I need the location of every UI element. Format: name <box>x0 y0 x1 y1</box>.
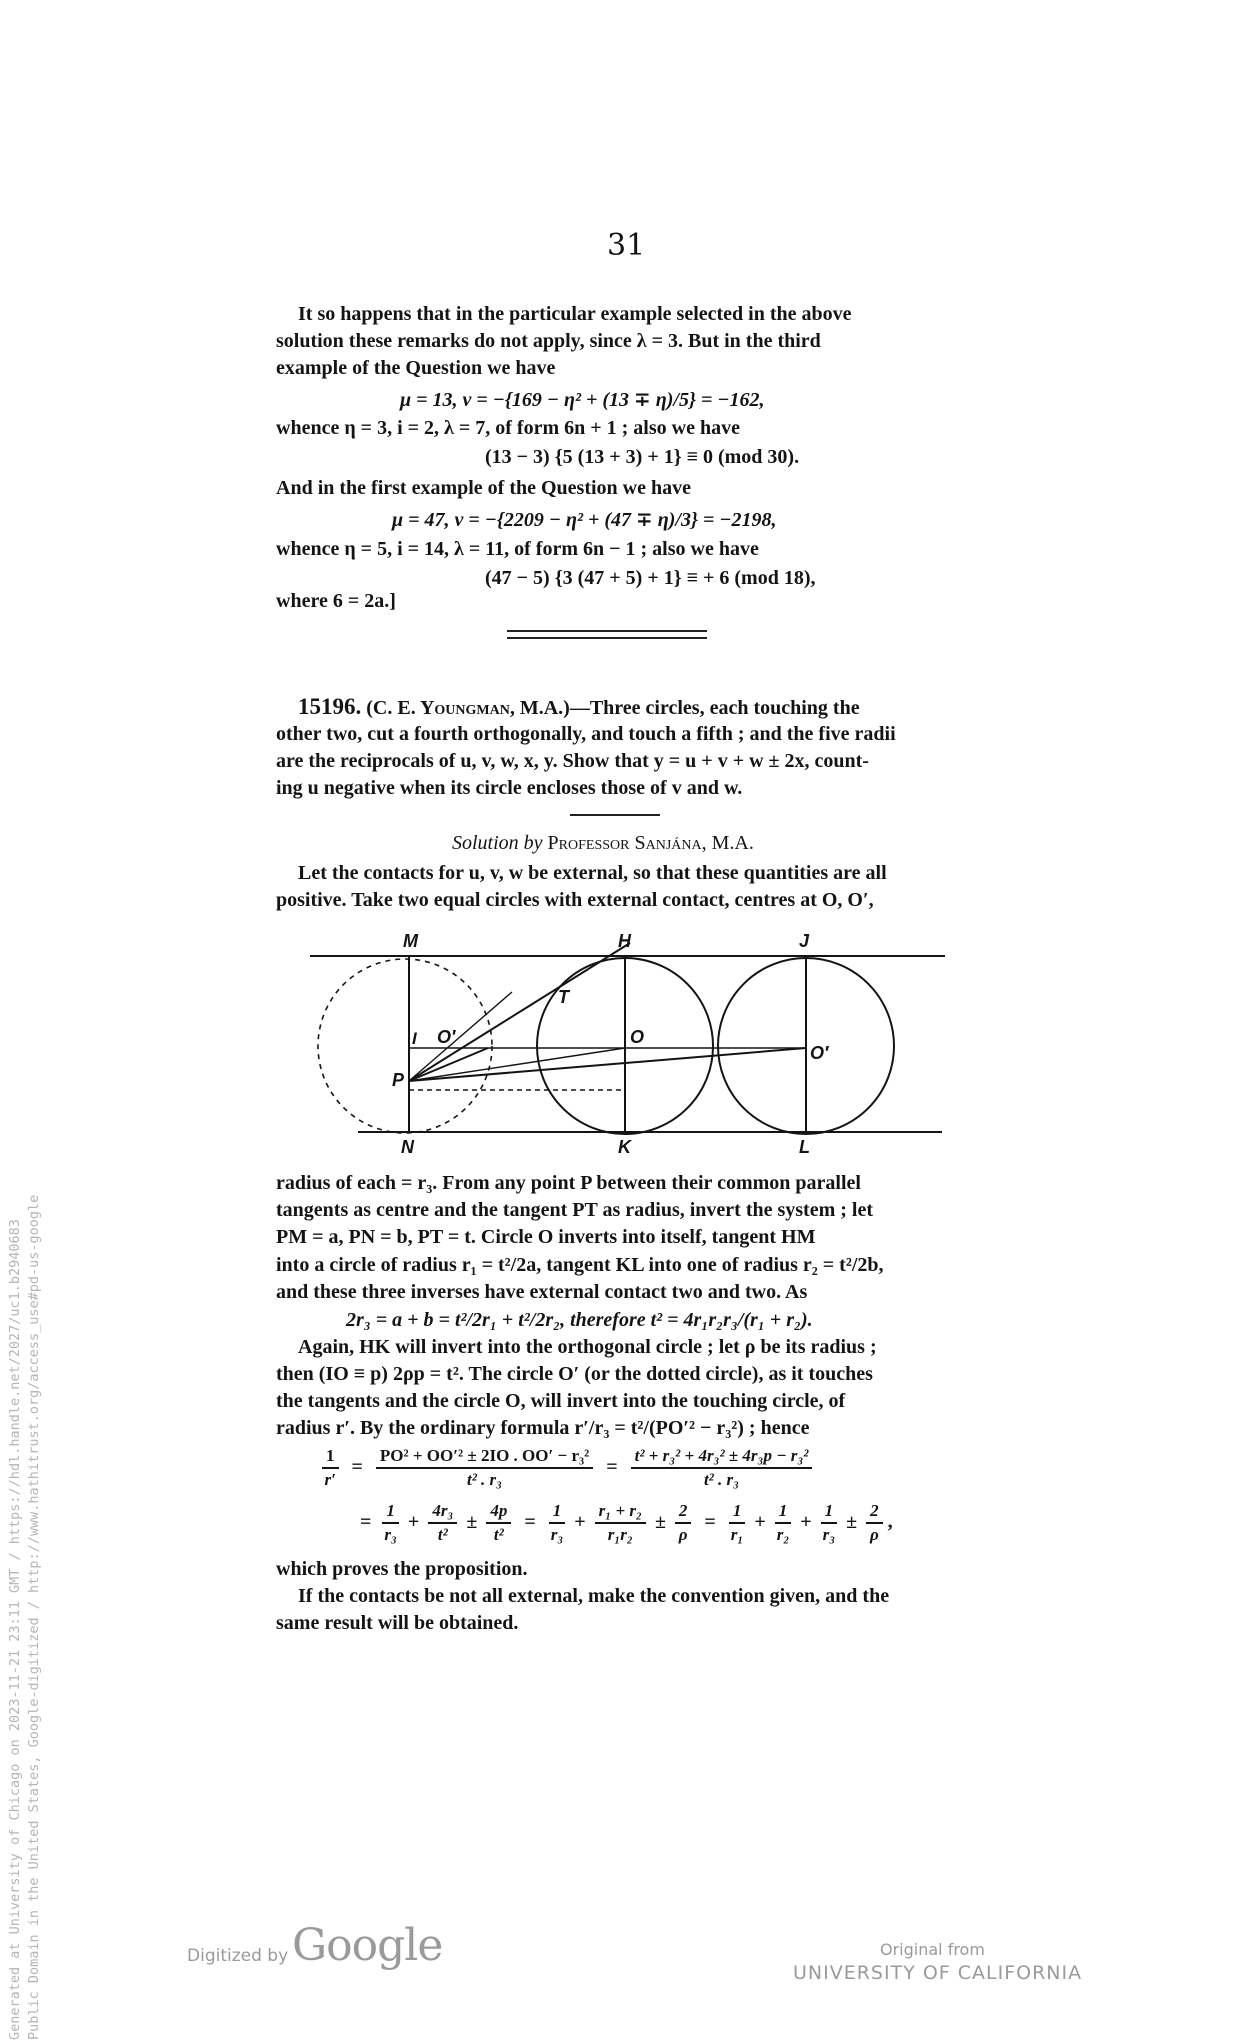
numerator: t² + r₃² + 4r₃² ± 4r₃p − r₃² <box>631 1445 813 1469</box>
term-8 <box>775 1500 792 1546</box>
term-10 <box>866 1500 883 1546</box>
denominator: ρ <box>869 1525 879 1544</box>
original-from-label: Original from <box>880 1940 985 1959</box>
equation-mu-13: μ = 13, ν = −{169 − η² + (13 ∓ η)/5} = −162, <box>400 389 765 411</box>
question-line-3: are the reciprocals of u, v, w, x, y. Show that y = u + v + w ± 2x, count- <box>276 750 869 772</box>
display-equation-2 <box>360 1500 893 1546</box>
solution-line-7: Again, HK will invert into the orthogonal circle ; let ρ be its radius ; <box>298 1336 877 1358</box>
numerator: 4r₃ <box>428 1500 457 1524</box>
question-number: 15196. <box>298 694 362 719</box>
numerator: 4p <box>486 1500 511 1524</box>
prev-line-3: example of the Question we have <box>276 357 556 379</box>
label-J: J <box>799 931 810 951</box>
question-author: (C. E. Youngman, M.A.) <box>366 697 570 719</box>
denominator: ρ <box>678 1525 688 1544</box>
display-equation-1 <box>322 1445 812 1491</box>
label-O: O <box>630 1027 645 1047</box>
fraction-PO-expansion <box>376 1445 593 1491</box>
term-2 <box>428 1500 457 1546</box>
term-7 <box>729 1500 746 1546</box>
denominator: r₃ <box>384 1525 397 1544</box>
prev-line-9: whence η = 5, i = 14, λ = 11, of form 6n − 1 ; also we have <box>276 538 759 560</box>
solution-line-9: the tangents and the circle O, will invert into the touching circle, of <box>276 1390 846 1412</box>
closing-line-3: same result will be obtained. <box>276 1612 519 1634</box>
label-H: H <box>618 931 631 951</box>
line-PT <box>409 943 630 1081</box>
solution-intro-1: Let the contacts for u, v, w be external, so that these quantities are all <box>298 862 887 884</box>
google-logo: Google <box>292 1920 443 1971</box>
prev-line-7: And in the first example of the Question we have <box>276 477 691 499</box>
fraction-1-over-r-prime <box>322 1445 339 1491</box>
numerator: 1 <box>729 1500 746 1524</box>
equals-sign: = <box>606 1455 618 1478</box>
solution-line-4: into a circle of radius r₁ = t²/2a, tangent KL into one of radius r₂ = t²/2b, <box>276 1254 884 1276</box>
label-O-prime: O′ <box>810 1043 829 1063</box>
term-9 <box>821 1500 838 1546</box>
label-M: M <box>403 931 418 951</box>
inversion-figure <box>300 925 950 1155</box>
congruence-mod-18: (47 − 5) {3 (47 + 5) + 1} ≡ + 6 (mod 18), <box>485 567 816 589</box>
equals-sign: = <box>351 1455 363 1478</box>
numerator: PO² + OO′² ± 2IO . OO′ − r₃² <box>376 1445 593 1469</box>
denominator: r₂ <box>776 1525 790 1544</box>
numerator: r₁ + r₂ <box>595 1500 646 1524</box>
page-number: 31 <box>607 228 646 263</box>
watermark-line-1: Generated at University of Chicago on 2023-11-21 23:11 GMT / https://hdl.handle.net/2027/uc1.b2940683 <box>7 1219 23 2040</box>
double-rule-top <box>507 630 707 632</box>
solution-line-1: radius of each = r₃. From any point P between their common parallel <box>276 1172 861 1194</box>
double-rule-bottom <box>507 637 707 639</box>
equals-sign: = <box>360 1510 372 1533</box>
congruence-mod-30: (13 − 3) {5 (13 + 3) + 1} ≡ 0 (mod 30). <box>485 446 800 468</box>
label-P: P <box>392 1070 405 1090</box>
denominator: t² . r₃ <box>466 1470 503 1489</box>
operator: = <box>704 1510 716 1533</box>
closing-line-1: which proves the proposition. <box>276 1558 528 1580</box>
operator: + <box>574 1510 586 1533</box>
operator: + <box>754 1510 766 1533</box>
denominator: t² . r₃ <box>703 1470 740 1489</box>
question-header <box>298 693 860 722</box>
numerator: 1 <box>821 1500 838 1524</box>
label-O-prime-small: O′ <box>437 1027 456 1047</box>
solution-line-10: radius r′. By the ordinary formula r′/r₃ = t²/(PO′² − r₃²) ; hence <box>276 1417 810 1439</box>
equation-tail: , <box>887 1510 893 1533</box>
solution-line-5: and these three inverses have external contact two and two. As <box>276 1281 808 1303</box>
term-4 <box>549 1500 566 1546</box>
equation-mu-47: μ = 47, ν = −{2209 − η² + (47 ∓ η)/3} = −2198, <box>392 509 777 531</box>
numerator: 1 <box>549 1500 566 1524</box>
solution-line-8: then (IO ≡ p) 2ρp = t². The circle O′ (or the dotted circle), as it touches <box>276 1363 873 1385</box>
label-I: I <box>412 1029 417 1048</box>
fraction-t-expansion <box>631 1445 813 1491</box>
numerator: 1 <box>382 1500 399 1524</box>
operator: + <box>407 1510 420 1533</box>
denominator: r₁r₂ <box>607 1525 633 1544</box>
numerator: 2 <box>866 1500 883 1524</box>
label-T: T <box>558 987 569 1007</box>
digitized-by-label: Digitized by <box>187 1946 289 1966</box>
operator: + <box>800 1510 812 1533</box>
prev-line-5: whence η = 3, i = 2, λ = 7, of form 6n + 1 ; also we have <box>276 417 740 439</box>
line-P-O2 <box>409 1048 806 1081</box>
question-line-2: other two, cut a fourth orthogonally, and touch a fifth ; and the five radii <box>276 723 896 745</box>
label-K: K <box>618 1137 631 1155</box>
denominator: t² <box>493 1525 504 1544</box>
denominator: r′ <box>324 1470 336 1489</box>
operator: ± <box>846 1510 858 1533</box>
term-5 <box>595 1500 646 1546</box>
operator: ± <box>466 1510 478 1533</box>
denominator: r₃ <box>822 1525 836 1544</box>
hathitrust-watermark <box>6 1195 44 2040</box>
question-line-4: ing u negative when its circle encloses those of v and w. <box>276 777 743 799</box>
short-rule <box>570 814 660 816</box>
numerator: 1 <box>322 1445 339 1469</box>
prev-line-11: where 6 = 2a.] <box>276 590 396 612</box>
closing-line-2: If the contacts be not all external, make the convention given, and the <box>298 1585 890 1607</box>
solution-heading-italic: Solution by <box>452 832 543 854</box>
watermark-line-2: Public Domain in the United States, Google-digitized / http://www.hathitrust.org/access_use#pd-us-google <box>26 1194 42 2040</box>
solution-heading-author: Professor Sanjána, M.A. <box>542 832 754 854</box>
solution-line-2: tangents as centre and the tangent PT as radius, invert the system ; let <box>276 1199 874 1221</box>
label-N: N <box>401 1137 414 1155</box>
prev-line-2: solution these remarks do not apply, since λ = 3. But in the third <box>276 330 821 352</box>
institution-label: UNIVERSITY OF CALIFORNIA <box>793 1962 1083 1984</box>
term-3 <box>486 1500 511 1546</box>
numerator: 1 <box>775 1500 792 1524</box>
question-line-1: —Three circles, each touching the <box>569 697 860 719</box>
prev-line-1: It so happens that in the particular example selected in the above <box>298 303 852 325</box>
operator: ± <box>654 1510 666 1533</box>
denominator: r₃ <box>550 1525 564 1544</box>
operator: = <box>524 1510 536 1533</box>
label-L: L <box>799 1137 810 1155</box>
denominator: r₁ <box>730 1525 744 1544</box>
term-6 <box>675 1500 692 1546</box>
solution-equation-2r3: 2r₃ = a + b = t²/2r₁ + t²/2r₂, therefore t² = 4r₁r₂r₃/(r₁ + r₂). <box>346 1309 813 1331</box>
denominator: t² <box>437 1525 448 1544</box>
term-1 <box>382 1500 399 1546</box>
numerator: 2 <box>675 1500 692 1524</box>
solution-heading <box>452 830 754 857</box>
solution-intro-2: positive. Take two equal circles with external contact, centres at O, O′, <box>276 889 874 911</box>
solution-line-3: PM = a, PN = b, PT = t. Circle O inverts into itself, tangent HM <box>276 1226 816 1248</box>
